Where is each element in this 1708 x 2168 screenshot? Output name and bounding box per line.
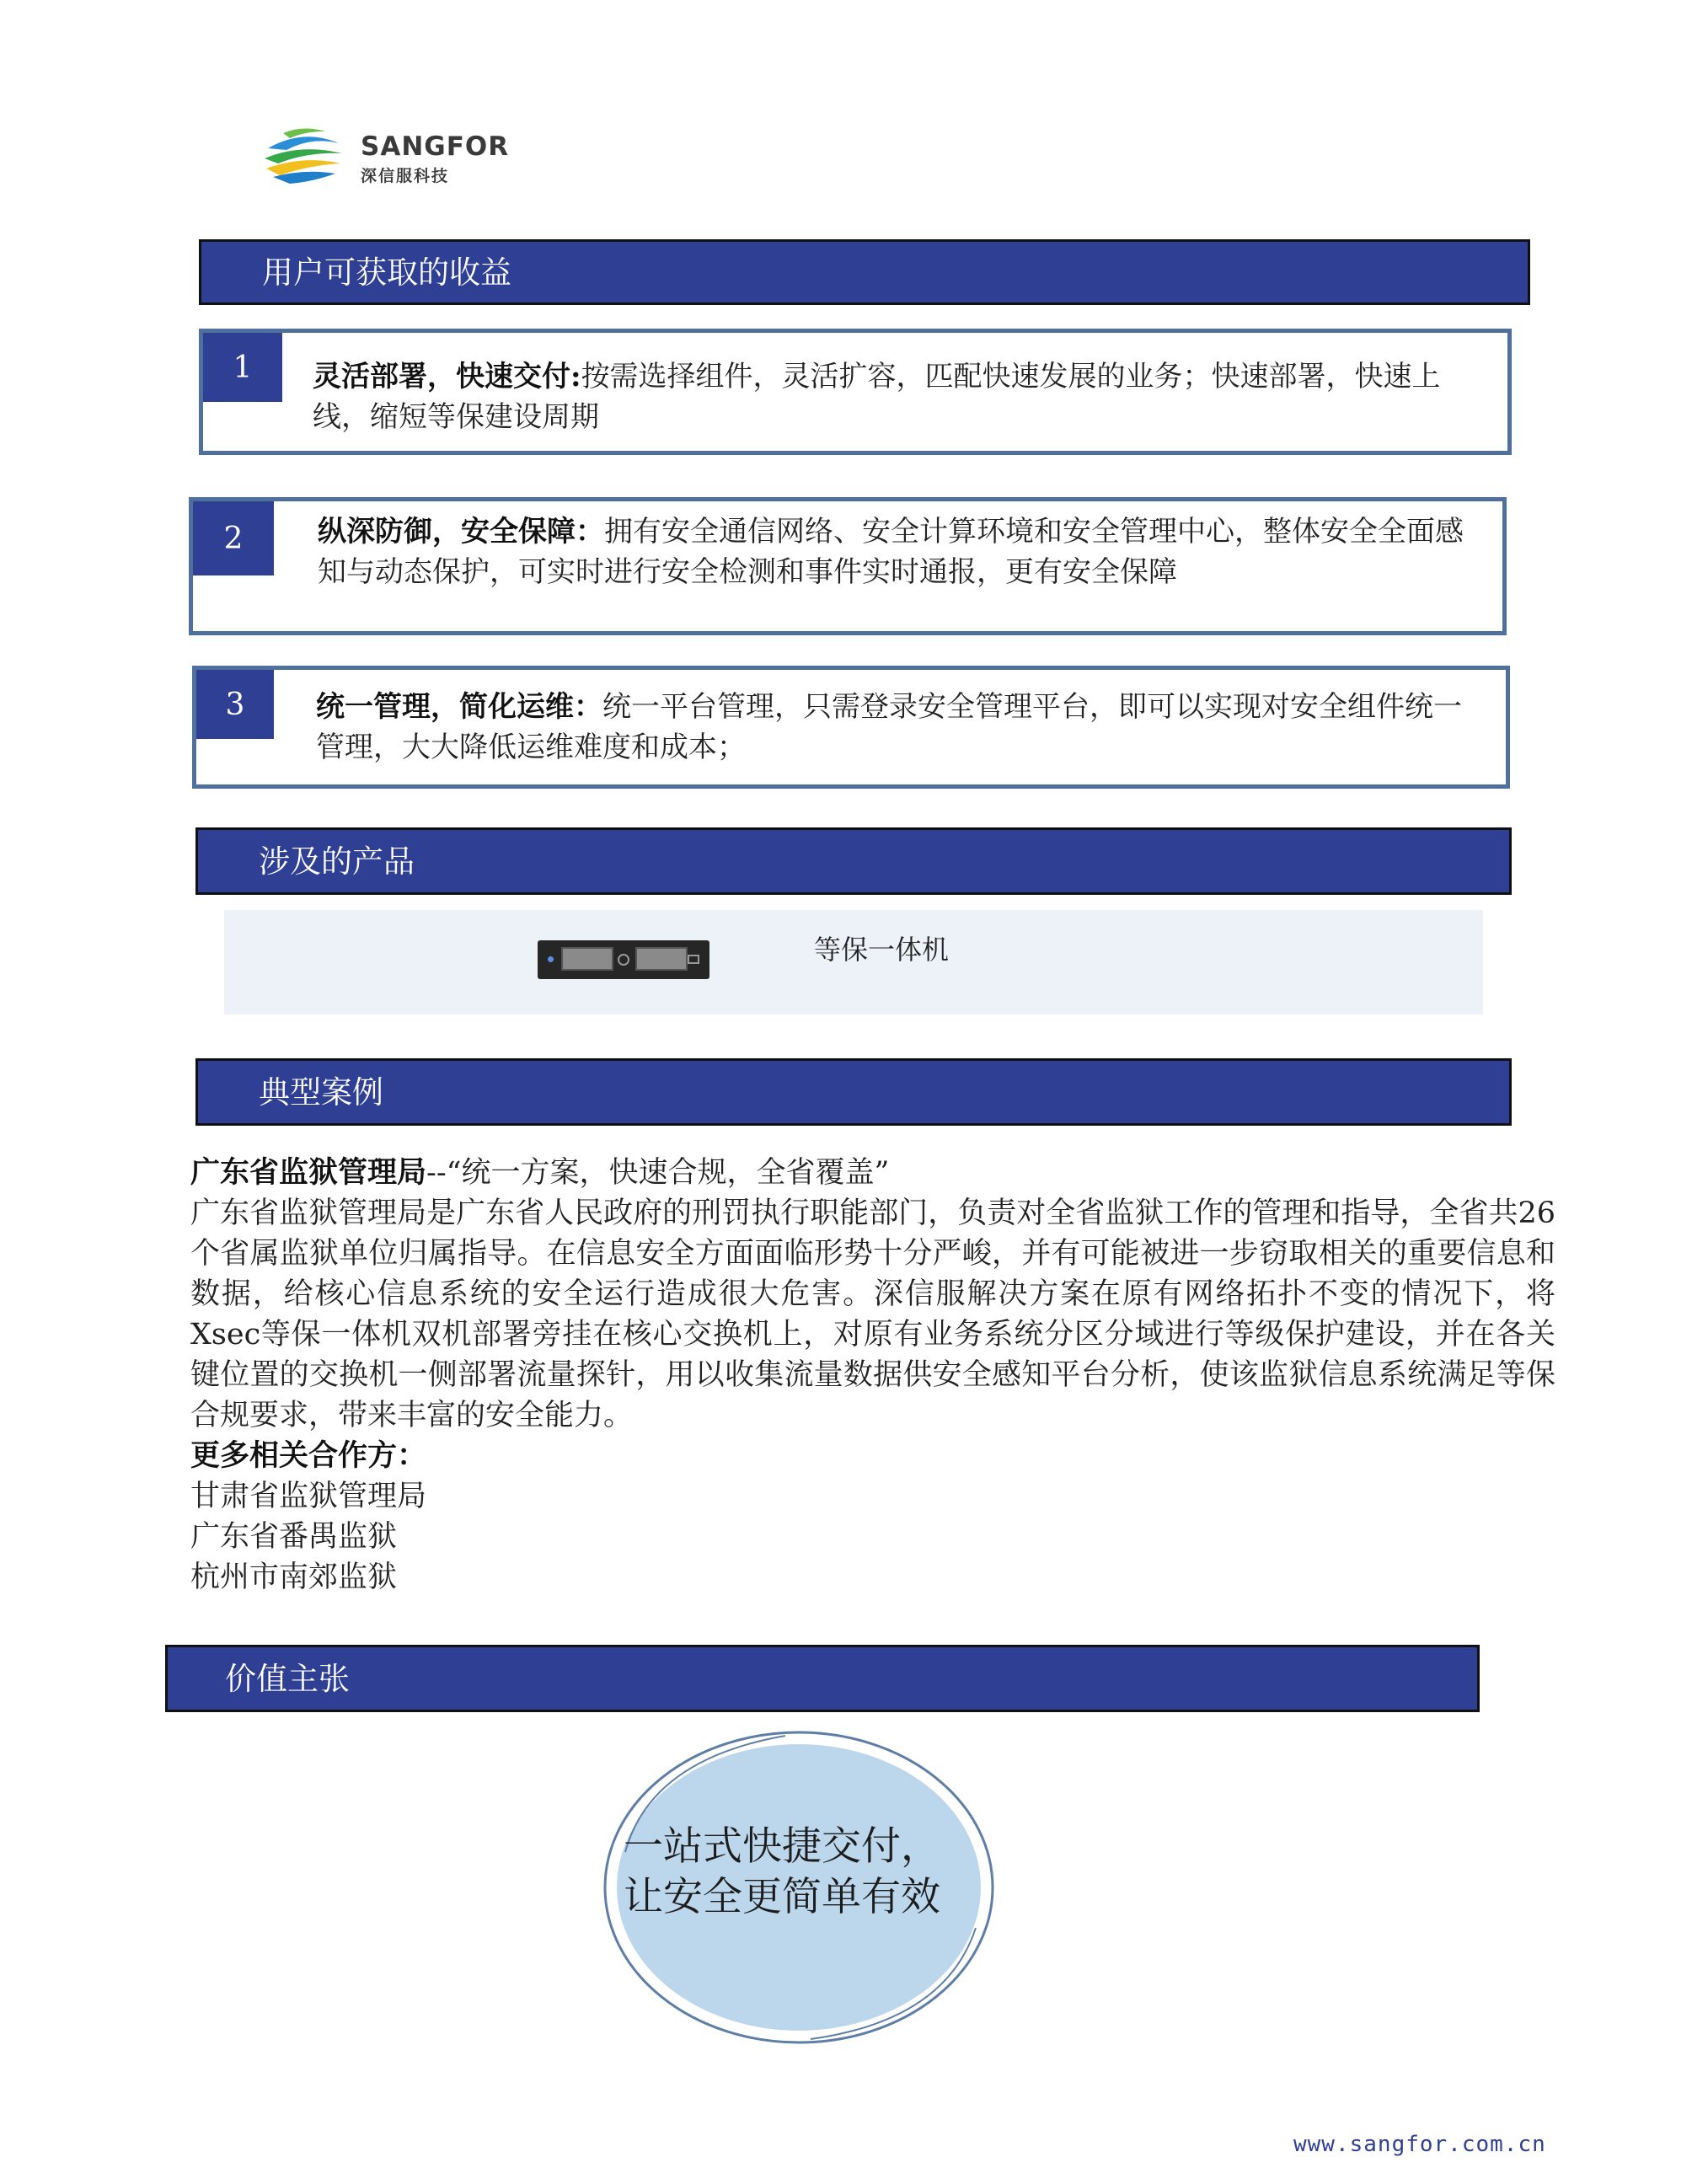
- benefit-title: 灵活部署，快速交付: [313, 360, 570, 393]
- benefit-card: [189, 497, 1507, 635]
- benefit-number: 2: [193, 501, 274, 575]
- benefit-title: 纵深防御，安全保障: [318, 515, 576, 549]
- drive-bay: [561, 947, 613, 971]
- sangfor-logo: [261, 125, 514, 192]
- power-button-icon: [618, 954, 629, 966]
- section-title: 涉及的产品: [259, 843, 415, 880]
- section-header-value: [165, 1645, 1480, 1712]
- brand-subtitle: 深信服科技: [361, 167, 450, 185]
- case-study: [190, 1153, 1555, 1598]
- value-line: 让安全更简单有效: [624, 1874, 940, 1920]
- port-icon: [688, 955, 699, 964]
- benefit-text: [316, 687, 1487, 768]
- benefit-body: 拥有安全通信网络、安全计算环境和安全管理中心，整体安全全面感知与动态保护，可实时进行安全检测和事件实时通报，更有安全保障: [318, 515, 1464, 589]
- case-body: 广东省监狱管理局是广东省人民政府的刑罚执行职能部门，负责对全省监狱工作的管理和指导，全省共26个省属监狱单位归属指导。在信息安全方面面临形势十分严峻，并有可能被进一步窃取相关的重要信息和数据，给核心信息系统的安全运行造成很大危害。深信服解决方案在原有网络拓扑不变的情况下，将Xsec等保一体机双机部署旁挂在核心交换机上，对原有业务系统分区分域进行等级保护建设，并在各关键位置的交换机一侧部署流量探针，用以收集流量数据供安全感知平台分析，使该监狱信息系统满足等保合规要求，带来丰富的安全能力。: [190, 1196, 1555, 1432]
- section-title: 价值主张: [225, 1660, 350, 1697]
- benefit-card: [192, 666, 1510, 789]
- partner-item: 广东省番禺监狱: [190, 1520, 398, 1554]
- footer-url[interactable]: www.sangfor.com.cn: [1293, 2132, 1546, 2157]
- value-statement: [624, 1822, 994, 1923]
- benefit-separator: :: [570, 360, 581, 393]
- brand-name: SANGFOR: [361, 131, 510, 162]
- drive-bay: [635, 947, 688, 971]
- benefit-number: 3: [196, 670, 274, 739]
- section-header-products: [195, 827, 1512, 895]
- section-header-cases: [195, 1058, 1512, 1126]
- benefit-separator: ：: [574, 690, 602, 724]
- sangfor-logo-icon: [261, 125, 345, 190]
- product-name: 等保一体机: [814, 934, 950, 966]
- appliance-device-icon: [538, 940, 709, 979]
- status-led: [548, 956, 554, 962]
- partner-item: 甘肃省监狱管理局: [190, 1480, 427, 1513]
- value-line: 一站式快捷交付，: [624, 1823, 940, 1870]
- benefit-body: 按需选择组件，灵活扩容，匹配快速发展的业务；快速部署，快速上线，缩短等保建设周期: [313, 360, 1441, 434]
- section-title: 典型案例: [259, 1073, 383, 1111]
- benefit-separator: ：: [576, 515, 604, 549]
- section-header-benefits: [199, 239, 1530, 305]
- benefit-card: [199, 329, 1512, 455]
- benefit-number: 1: [203, 333, 282, 402]
- benefit-title: 统一管理，简化运维: [316, 690, 574, 724]
- case-title-rest: --“统一方案，快速合规，全省覆盖”: [426, 1156, 890, 1190]
- case-title: [190, 1153, 1555, 1193]
- partners-heading: 更多相关合作方：: [190, 1438, 427, 1473]
- benefit-text: [318, 511, 1489, 592]
- product-panel: [224, 910, 1483, 1014]
- case-title-bold: 广东省监狱管理局: [190, 1155, 427, 1190]
- benefit-text: [313, 356, 1492, 437]
- partner-item: 杭州市南郊监狱: [190, 1560, 398, 1594]
- section-title: 用户可获取的收益: [262, 254, 511, 291]
- benefit-body: 统一平台管理，只需登录安全管理平台，即可以实现对安全组件统一管理，大大降低运维难度和成本；: [316, 690, 1462, 764]
